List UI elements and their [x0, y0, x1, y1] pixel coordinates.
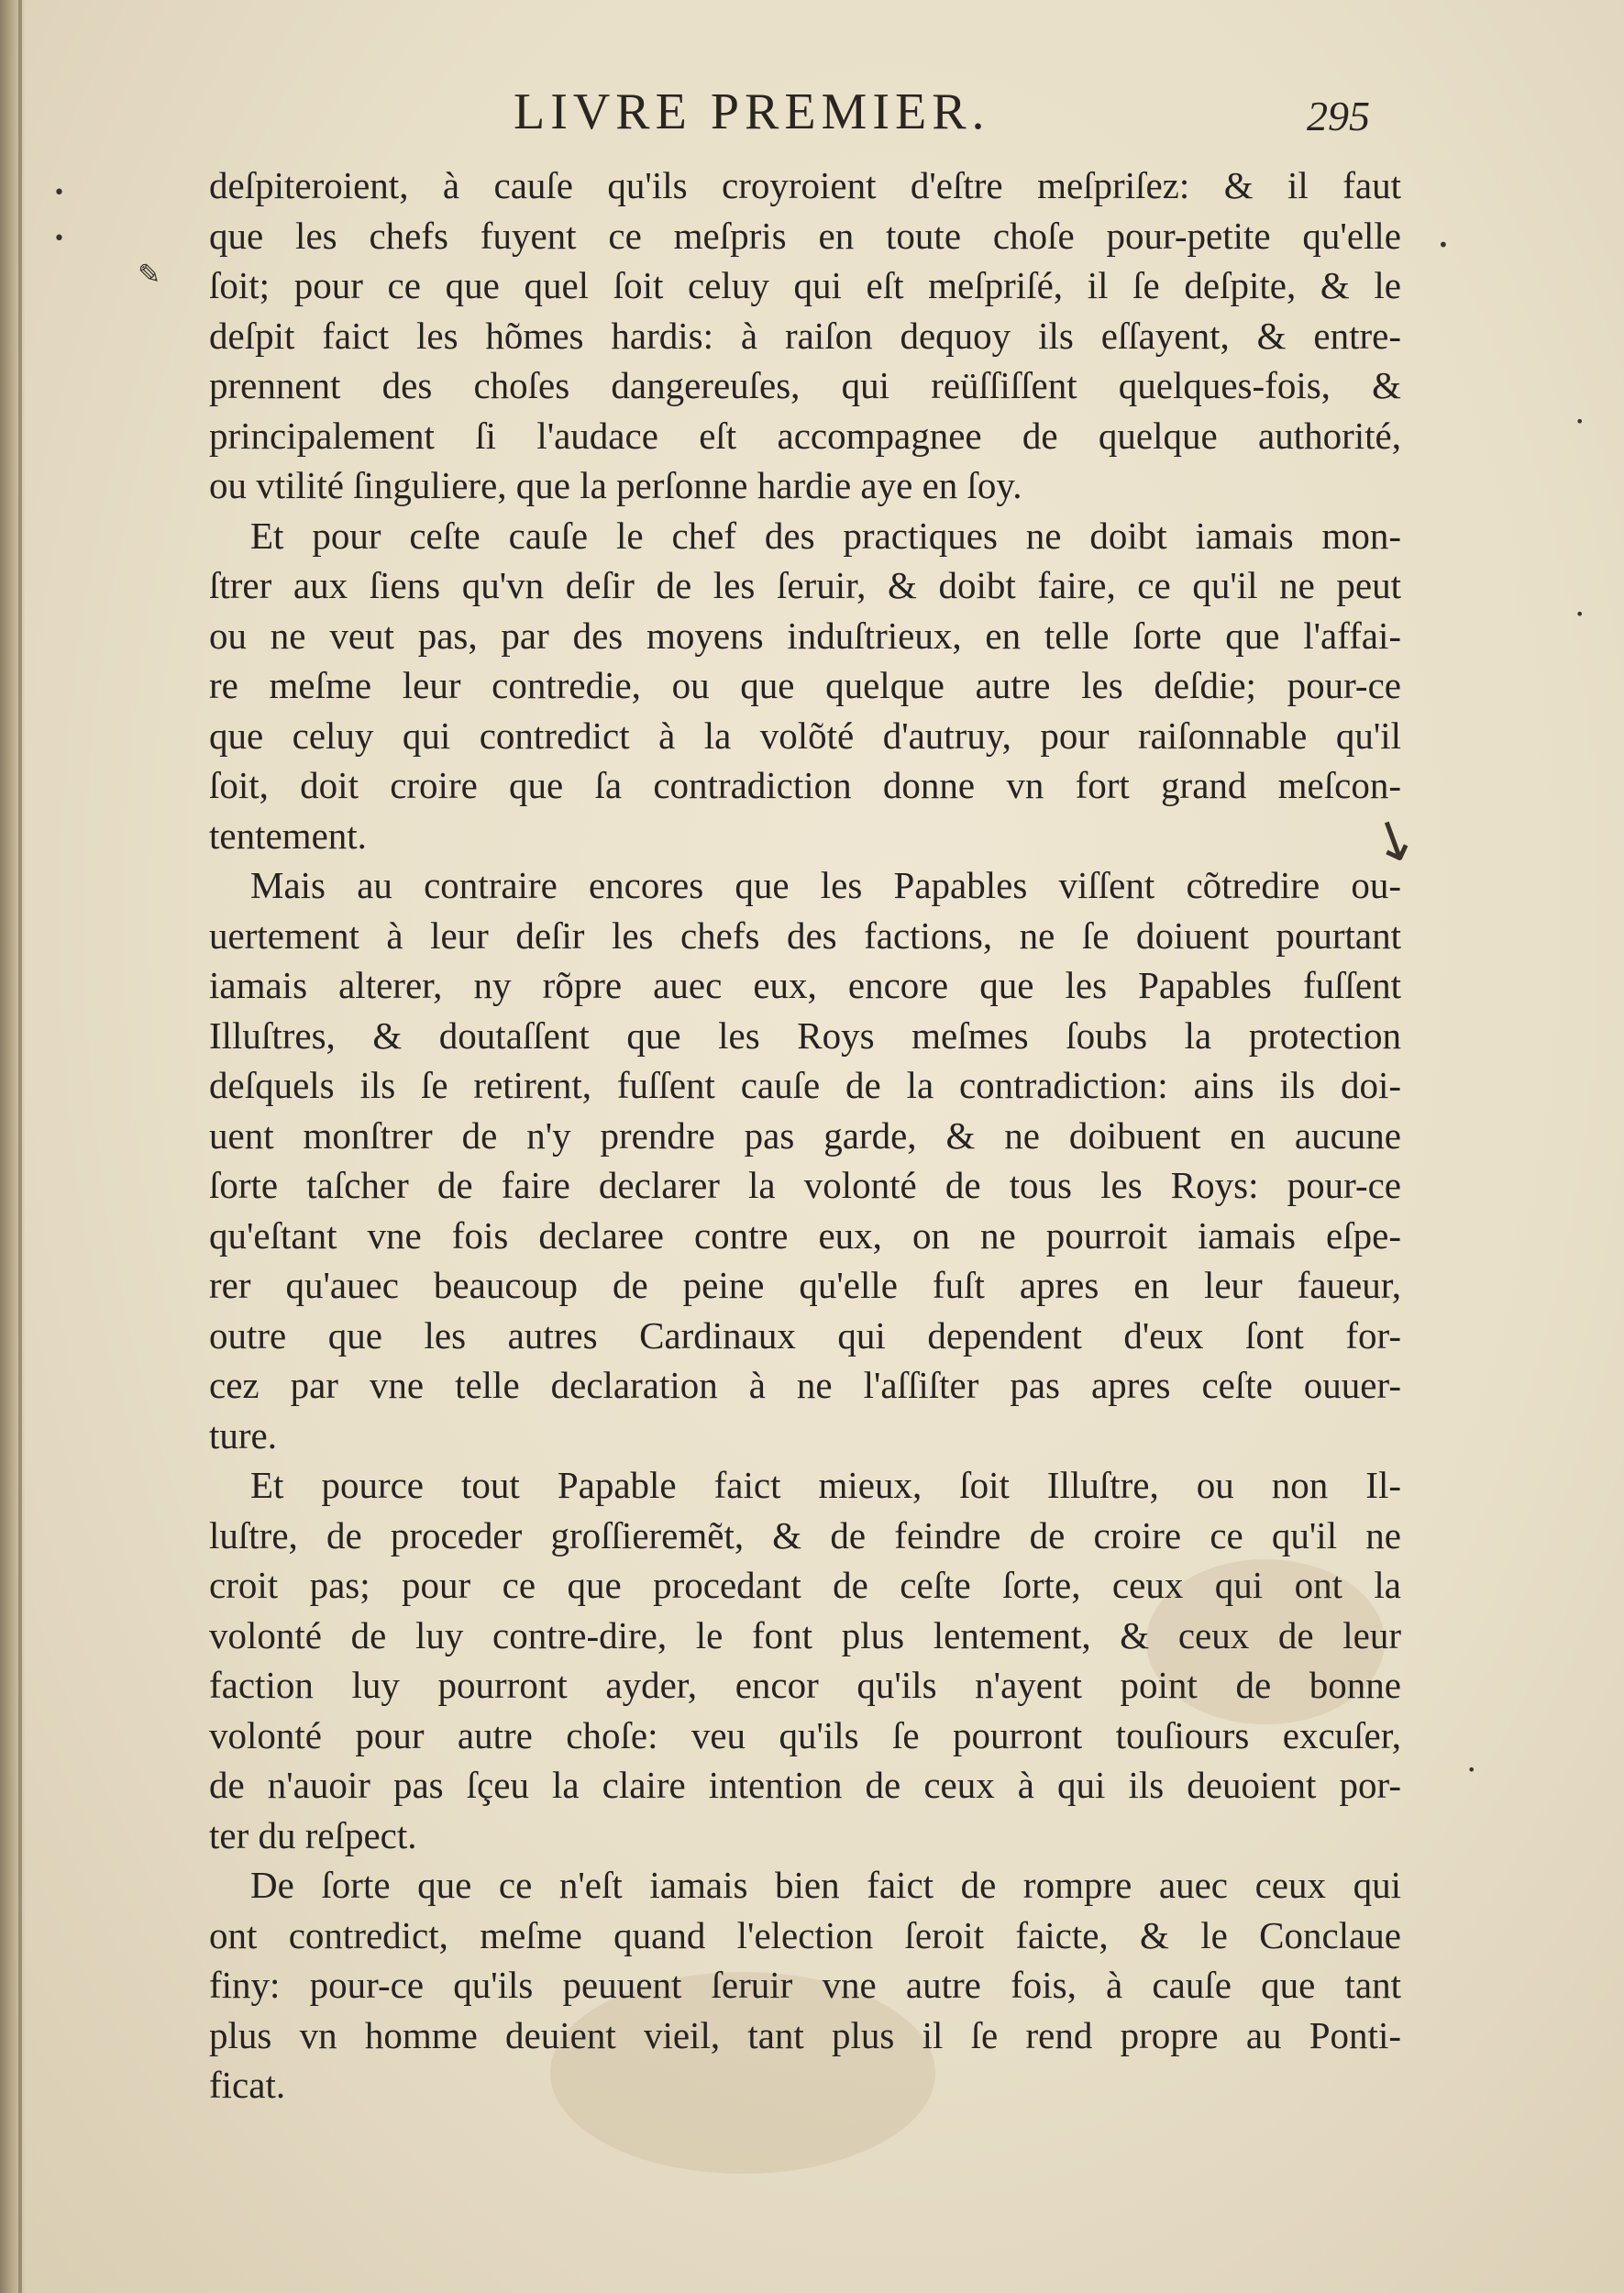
margin-arrow-mark: ↘ [1359, 800, 1429, 879]
running-head: LIVRE PREMIER. [514, 83, 990, 140]
text-line: plus vn homme deuient vieil, tant plus il ſe rend propre au Ponti- [209, 2013, 1401, 2056]
text-line: Et pource tout Papable faict mieux, ſoit Illuſtre, ou non Il- [250, 1464, 1401, 1506]
text-line: luſtre, de proceder groſſieremẽt, & de feindre de croire ce qu'il ne [209, 1513, 1401, 1556]
text-line: croit pas; pour ce que procedant de ceſte ſorte, ceux qui ont la [209, 1564, 1401, 1606]
margin-dot-mark: • [1575, 605, 1585, 623]
margin-dot-mark: • [1467, 1761, 1476, 1778]
margin-dot-mark: • [53, 227, 65, 250]
margin-dot-mark: • [1575, 413, 1585, 430]
text-line: ou vtilité ſinguliere, que la perſonne hardie aye en ſoy. [209, 464, 1022, 506]
text-line: de n'auoir pas ſçeu la claire intention de ceux à qui ils deuoient por- [209, 1764, 1401, 1806]
text-line: finy: pour-ce qu'ils peuuent ſeruir vne autre fois, à cauſe que tant [209, 1964, 1401, 2006]
text-line: Et pour ceſte cauſe le chef des practiques ne doibt iamais mon- [250, 514, 1401, 557]
text-line: Mais au contraire encores que les Papables viſſent cõtredire ou- [250, 864, 1401, 906]
text-line: deſquels ils ſe retirent, fuſſent cauſe de la contradiction: ains ils doi- [209, 1064, 1401, 1106]
text-line: De ſorte que ce n'eſt iamais bien faict de rompre auec ceux qui [250, 1864, 1401, 1906]
text-line: outre que les autres Cardinaux qui dependent d'eux ſont for- [209, 1313, 1401, 1357]
text-line: ture. [209, 1413, 277, 1457]
text-line: faction luy pourront ayder, encor qu'ils n'ayent point de bonne [209, 1664, 1401, 1706]
text-line: rer qu'auec beaucoup de peine qu'elle fuſt apres en leur faueur, [209, 1264, 1401, 1306]
text-line: re meſme leur contredie, ou que quelque autre les deſdie; pour-ce [209, 664, 1401, 706]
margin-ink-mark: ✎ [138, 259, 161, 291]
text-line: uertement à leur deſir les chefs des factions, ne ſe doiuent pourtant [209, 914, 1401, 957]
text-line: ſoit; pour ce que quel ſoit celuy qui eſt meſpriſé, il ſe deſpite, & le [209, 264, 1401, 306]
text-line: que celuy qui contredict à la volõté d'autruy, pour raiſonnable qu'il [209, 714, 1401, 757]
text-line: volonté de luy contre-dire, le font plus lentement, & ceux de leur [209, 1613, 1401, 1656]
text-line: volonté pour autre choſe: veu qu'ils ſe pourront touſiours excuſer, [209, 1713, 1401, 1756]
text-line: ont contredict, meſme quand l'election ſeroit faicte, & le Conclaue [209, 1913, 1401, 1956]
text-line: deſpit faict les hõmes hardis: à raiſon dequoy ils eſſayent, & entre- [209, 314, 1401, 357]
text-line: prennent des choſes dangereuſes, qui reüſſiſſent quelques-fois, & [209, 364, 1401, 406]
text-line: cez par vne telle declaration à ne l'aſſiſter pas apres ceſte ouuer- [209, 1364, 1401, 1406]
text-line: tentement. [209, 814, 367, 857]
margin-dot-mark: • [53, 182, 65, 205]
text-line: ficat. [209, 2064, 286, 2106]
text-line: ſoit, doit croire que ſa contradiction donne vn fort grand meſcon- [209, 764, 1401, 806]
text-line: Illuſtres, & doutaſſent que les Roys meſmes ſoubs la protection [209, 1014, 1401, 1057]
text-line: iamais alterer, ny rõpre auec eux, encore que les Papables fuſſent [209, 964, 1401, 1006]
margin-dot-mark: • [1438, 234, 1449, 256]
text-line: ſorte taſcher de faire declarer la volonté de tous les Roys: pour-ce [209, 1164, 1401, 1206]
page-number: 295 [1307, 93, 1370, 139]
page-edge-line [18, 0, 22, 2293]
text-line: qu'eſtant vne fois declaree contre eux, on ne pourroit iamais eſpe- [209, 1213, 1401, 1257]
text-line: deſpiteroient, à cauſe qu'ils croyroient d'eſtre meſpriſez: & il faut [209, 164, 1401, 206]
text-block [209, 161, 1401, 2110]
text-line: que les chefs fuyent ce meſpris en toute choſe pour-petite qu'elle [209, 214, 1401, 257]
text-line: uent monſtrer de n'y prendre pas garde, & ne doibuent en aucune [209, 1113, 1401, 1157]
text-line: ou ne veut pas, par des moyens induſtrieux, en telle ſorte que l'affai- [209, 614, 1401, 657]
text-line: ſtrer aux ſiens qu'vn deſir de les ſeruir, & doibt faire, ce qu'il ne peut [209, 564, 1401, 606]
text-line: principalement ſi l'audace eſt accompagnee de quelque authorité, [209, 414, 1401, 457]
text-line: ter du reſpect. [209, 1813, 417, 1856]
